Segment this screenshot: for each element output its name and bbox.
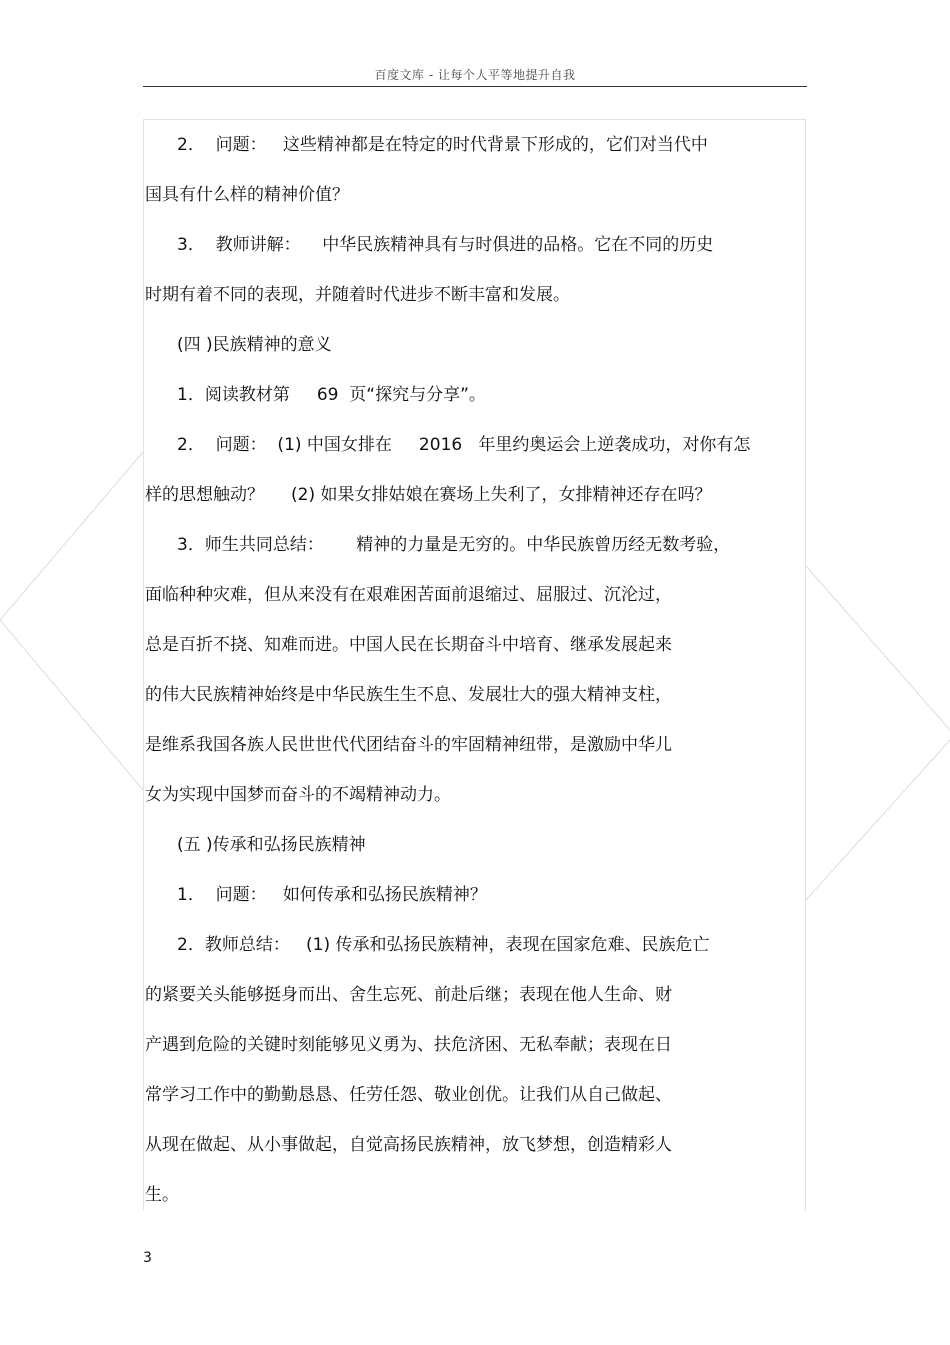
header-divider bbox=[143, 86, 807, 87]
text-line: 生。 bbox=[145, 1185, 179, 1205]
text-line: 女为实现中国梦而奋斗的不竭精神动力。 bbox=[145, 785, 451, 805]
text-line: 样的思想触动？ (2) 如果女排姑娘在赛场上失利了，女排精神还存在吗？ bbox=[145, 485, 712, 505]
text-line: 1．阅读教材第 69 页“探究与分享”。 bbox=[177, 385, 486, 405]
text-line: 2． 问题： 这些精神都是在特定的时代背景下形成的，它们对当代中 bbox=[177, 135, 708, 155]
page-number: 3 bbox=[143, 1250, 152, 1266]
text-line: 3．师生共同总结： 精神的力量是无穷的。中华民族曾历经无数考验， bbox=[177, 535, 731, 555]
section-heading: (四 )民族精神的意义 bbox=[177, 335, 332, 355]
text-line: 的伟大民族精神始终是中华民族生生不息、发展壮大的强大精神支柱， bbox=[145, 685, 672, 705]
text-line: 2．教师总结： (1) 传承和弘扬民族精神，表现在国家危难、民族危亡 bbox=[177, 935, 710, 955]
text-line: 常学习工作中的勤勤恳恳、任劳任怨、敬业创优。让我们从自己做起、 bbox=[145, 1085, 672, 1105]
text-line: 2． 问题： (1) 中国女排在 2016 年里约奥运会上逆袭成功，对你有怎 bbox=[177, 435, 751, 455]
text-line: 3． 教师讲解： 中华民族精神具有与时俱进的品格。它在不同的历史 bbox=[177, 235, 714, 255]
text-line: 的紧要关头能够挺身而出、舍生忘死、前赴后继；表现在他人生命、财 bbox=[145, 985, 672, 1005]
section-heading: (五 )传承和弘扬民族精神 bbox=[177, 835, 366, 855]
text-line: 总是百折不挠、知难而进。中国人民在长期奋斗中培育、继承发展起来 bbox=[145, 635, 672, 655]
text-line: 国具有什么样的精神价值？ bbox=[145, 185, 349, 205]
text-line: 从现在做起、从小事做起，自觉高扬民族精神，放飞梦想，创造精彩人 bbox=[145, 1135, 672, 1155]
text-line: 1． 问题： 如何传承和弘扬民族精神？ bbox=[177, 885, 487, 905]
text-line: 时期有着不同的表现，并随着时代进步不断丰富和发展。 bbox=[145, 285, 570, 305]
header-title: 百度文库 - 让每个人平等地提升自我 bbox=[374, 68, 576, 82]
text-line: 是维系我国各族人民世世代代团结奋斗的牢固精神纽带，是激励中华儿 bbox=[145, 735, 672, 755]
text-line: 面临种种灾难，但从来没有在艰难困苦面前退缩过、屈服过、沉沦过， bbox=[145, 585, 672, 605]
text-line: 产遇到危险的关键时刻能够见义勇为、扶危济困、无私奉献；表现在日 bbox=[145, 1035, 672, 1055]
